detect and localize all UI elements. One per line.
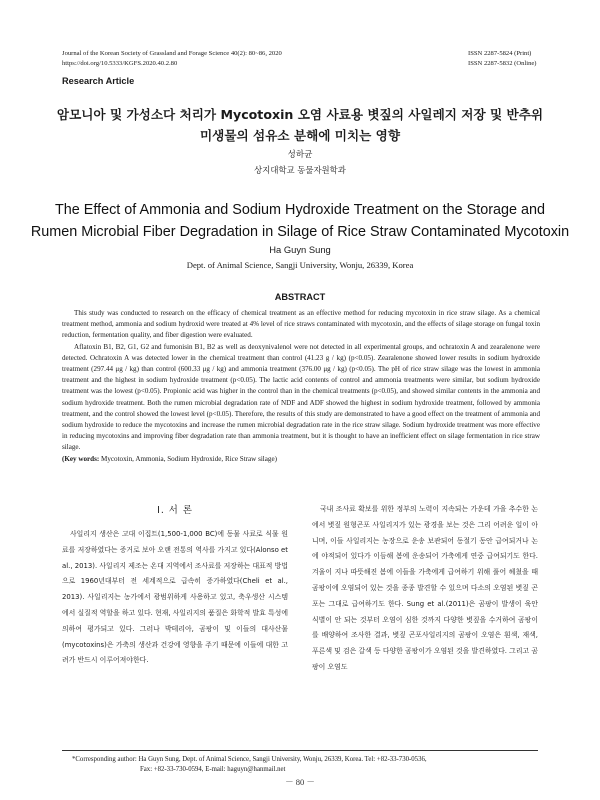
page-number: － 80 －: [285, 777, 315, 787]
journal-header-left: [62, 49, 282, 69]
abstract-heading: ABSTRACT: [274, 292, 326, 302]
english-author: Ha Guyn Sung: [269, 244, 331, 255]
footnote-line-2: Fax: +82-33-730-0594, E-mail: haguyn@hanmail.net: [140, 766, 286, 773]
keywords-label: (Key words:: [62, 454, 100, 463]
keywords-text: Mycotoxin, Ammonia, Sodium Hydroxide, Rice Straw silage): [101, 454, 277, 463]
introduction-paragraph-right: 국내 조사료 확보를 위한 정부의 노력이 지속되는 가운데 가을 추수한 논에서 볏짚 원형곤포 사일리지가 있는 광경을 보는 것은 그리 어려운 일이 아니며, 이들 사일리지는 농장으로 운송 보관되어 동절기 동안 급여되거나 논에 야적되어 있다가 이듬해 봄에 운송되어 가축에게 연중 급여되기도 한다. 겨울이 지나 따뜻해진 봄에 이들을 가축에게 급여하기 위해 풀어 헤쳤을 때 곰팡이에 오염되어 있는 것을 종종 발견할 수 있으며 다소의 오염된 볏짚 곤포는 그대로 급여하기도 한다. Sung et al.(2011)은 곰팡이 발생이 육안 식별이 안 되는 것부터 오염이 심한 것까지 다양한 볏짚을 수거하여 곰팡이를 배양하여 조사한 결과, 볏짚 곤포사일리지의 곰팡이 오염은 흰색, 재색, 푸른색 및 검은 갈색 등 다양한 곰팡이가 오염된 것을 발견하였다. 그리고 곰팡이 오염도: [312, 505, 538, 671]
body-column-right: [312, 502, 538, 676]
issn-online: ISSN 2287-5832 (Online): [468, 60, 537, 67]
abstract-body: [62, 308, 540, 465]
introduction-heading: Ⅰ. 서 론: [157, 505, 193, 516]
issn-print: ISSN 2287-5824 (Print): [468, 50, 532, 57]
body-column-left: [62, 502, 288, 669]
journal-header-right: [468, 49, 537, 69]
abstract-paragraph-1: This study was conducted to research on the efficacy of chemical treatment as an effective method for reducing mycotoxin in rice straw silage. As a chemical treatment method, ammonia and sodium hydroxid were treated at 4% level of rice straws contaminated with mycotoxin, and the effects of silage storage on fungal toxin reduction, fermentation quality, and fiber digestion were evaluated.: [62, 309, 540, 340]
corresponding-author-footnote: [72, 755, 427, 775]
doi-link[interactable]: https://doi.org/10.5333/KGFS.2020.40.2.80: [62, 60, 178, 67]
korean-affiliation: 상지대학교 동물자원학과: [254, 165, 346, 175]
korean-title: [40, 104, 560, 146]
korean-author: 성하균: [287, 150, 313, 160]
article-type-label: Research Article: [62, 76, 135, 86]
footnote-line-1: *Corresponding author: Ha Guyn Sung, Dept. of Animal Science, Sangji University, Wonju, 26339, Korea. Tel: +82-33-730-0536,: [72, 756, 427, 763]
keywords: [62, 454, 540, 465]
abstract-paragraph-2: Aflatoxin B1, B2, G1, G2 and fumonisin B1, B2 as well as deoxynivalenol were not detected in all experimental groups, and ochratoxin A and zearalenone were detected. Ochratoxin A was detected lower in the chemical treatment than control (41.23 g / kg) (p<0.05). Zearalenone showed lower results in sodium hydroxide treatment (297.44 μg / kg) than control (600.33 μg / kg) and ammonia treatment (376.00 μg / kg) (p<0.05). The pH of rice straw silage was the lowest in ammonia treatment and the highest in sodium hydroxide treatment (p<0.05). The lactic acid contents of control and ammonia treatments were similar, but sodium hydroxide treatment was the lowest (p<0.05). Propionic acid was higher in the control than in the chemical treatments (p<0.05), and showed similar contents in the ammonia and sodium hydroxide treatment. Both the rumen microbial degradation rate of NDF and ADF showed the highest in sodium hydroxide treatment, followed by ammonia treatment, and the control showed the lowest level (p<0.05). Therefore, the results of this study are demonstrated to have a good effect on the treatment of ammonia and sodium hydroxide to reduce the mycotoxins and increase the rumen microbial degradation rate in the rice straw silage. Sodium hydroxide treatment was more effective in reducing mycotoxins and improving fiber degradation rate than ammonia treatment, but it is thought to have an inefficient effect on silage fermentation in rice straw silage.: [62, 342, 540, 452]
korean-title-line-1: 암모니아 및 가성소다 처리가 Mycotoxin 오염 사료용 볏짚의 사일레지 저장 및 반추위: [56, 107, 544, 122]
english-title: [30, 199, 570, 243]
korean-title-line-2: 미생물의 섬유소 분해에 미치는 영향: [199, 128, 401, 143]
journal-citation: Journal of the Korean Society of Grassland and Forage Science 40(2): 80~86, 2020: [62, 50, 282, 57]
english-affiliation: Dept. of Animal Science, Sangji University, Wonju, 26339, Korea: [186, 260, 414, 270]
english-title-line-2: Rumen Microbial Fiber Degradation in Silage of Rice Straw Contaminated Mycotoxin: [30, 224, 570, 240]
english-title-line-1: The Effect of Ammonia and Sodium Hydroxide Treatment on the Storage and: [54, 202, 546, 218]
footnote-divider: [62, 750, 538, 751]
introduction-paragraph-left: 사일리지 생산은 고대 이집트(1,500-1,000 BC)에 동물 사료로 식물 원료를 저장하였다는 증거로 보아 오랜 전통의 역사를 가지고 있다(Alonso et al., 2013). 사일리지 제조는 온대 지역에서 조사료를 저장하는 대표적 방법으로 1960년대부터 전 세계적으로 급속히 증가하였다(Cheli et al., 2013). 사일리지는 농가에서 광범위하게 사용하고 있고, 축우생산 시스템에서 실질적 역할을 하고 있다. 현재, 사일리지의 품질은 화학적 발효 특성에 의하여 평가되고 있다. 그러나 박테리아, 곰팡이 및 이들의 대사산물(mycotoxins)은 가축의 생산과 건강에 영향을 주기 때문에 이들에 대한 고려가 반드시 이루어져야한다.: [62, 530, 288, 665]
